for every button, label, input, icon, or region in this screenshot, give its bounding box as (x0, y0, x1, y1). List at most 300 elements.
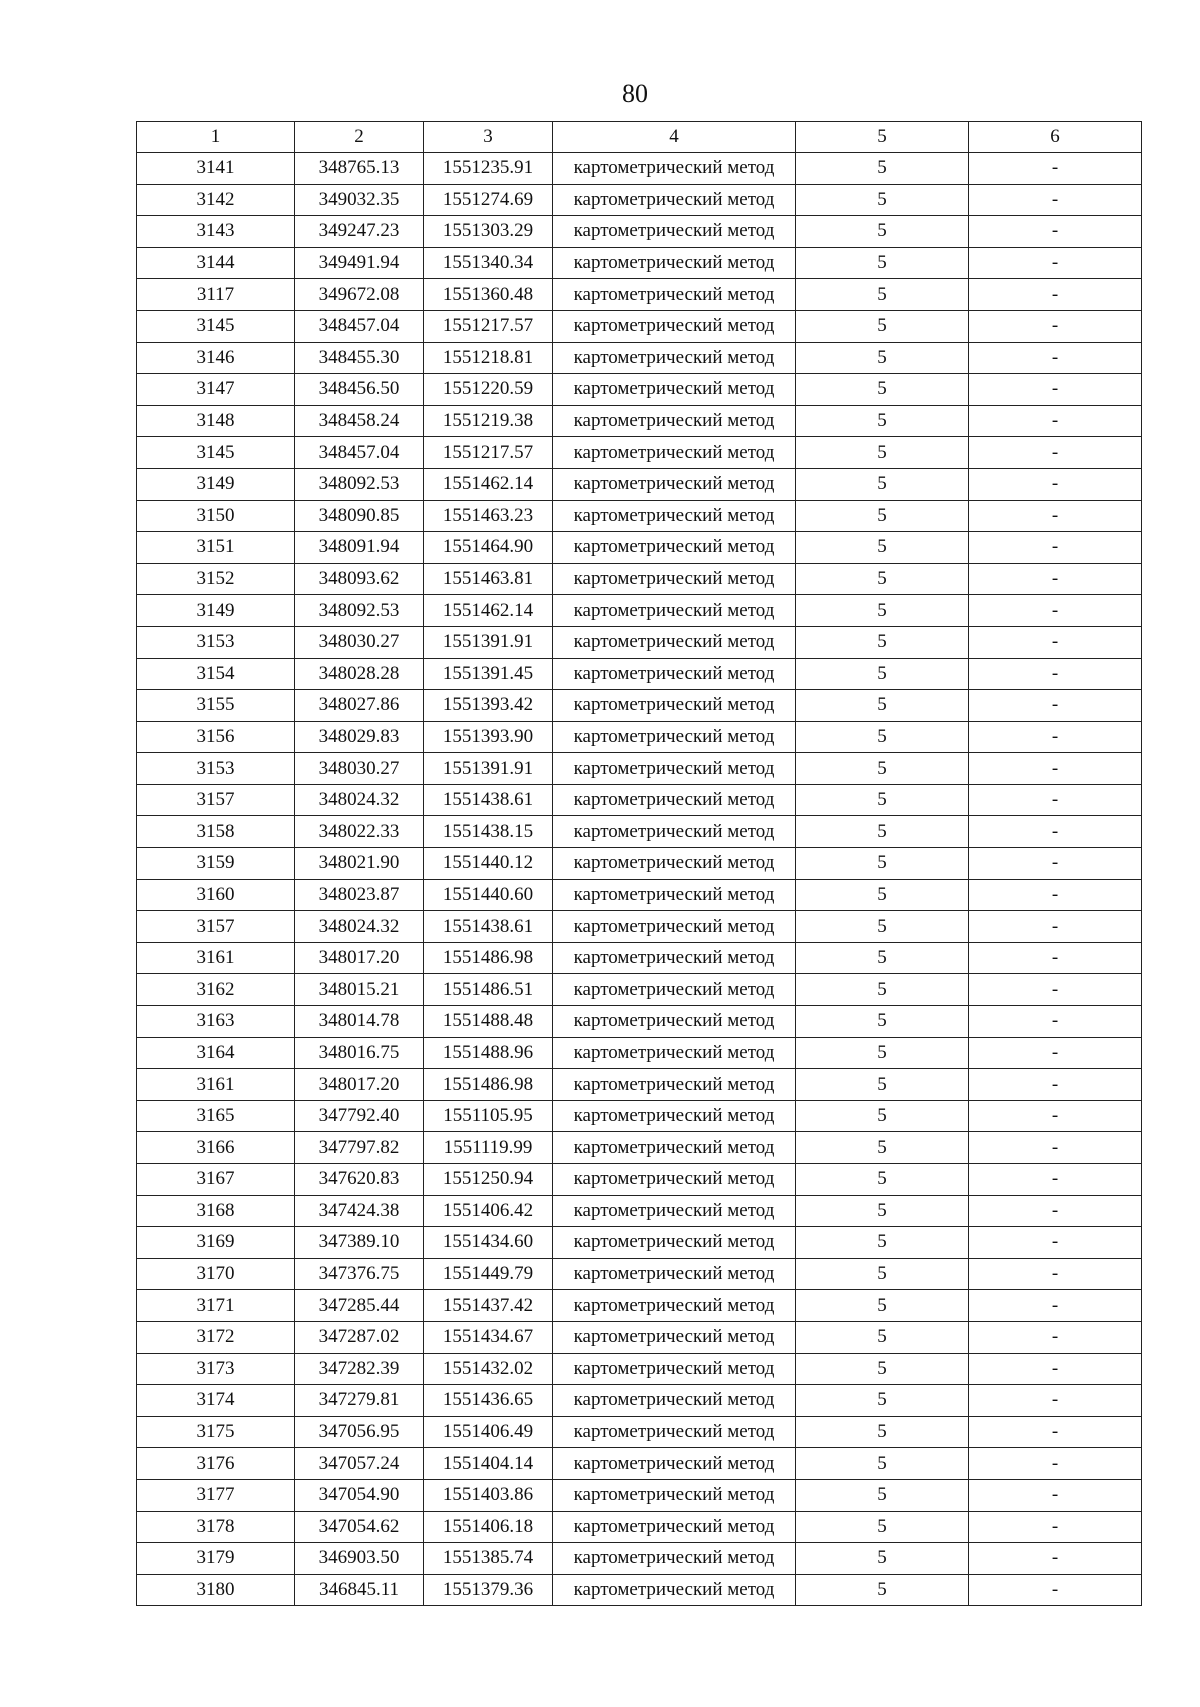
cell-note: - (969, 1511, 1142, 1543)
cell-note: - (969, 500, 1142, 532)
cell-method: картометрический метод (553, 374, 796, 406)
table-row (137, 342, 1142, 374)
cell-method: картометрический метод (553, 342, 796, 374)
cell-method: картометрический метод (553, 1511, 796, 1543)
cell-point-number: 3162 (137, 974, 295, 1006)
cell-x-coordinate: 349491.94 (295, 247, 424, 279)
cell-method: картометрический метод (553, 626, 796, 658)
cell-y-coordinate: 1551462.14 (424, 468, 553, 500)
cell-accuracy: 5 (796, 532, 969, 564)
cell-note: - (969, 1321, 1142, 1353)
cell-y-coordinate: 1551235.91 (424, 153, 553, 185)
cell-point-number: 3173 (137, 1353, 295, 1385)
cell-y-coordinate: 1551379.36 (424, 1574, 553, 1606)
cell-point-number: 3158 (137, 816, 295, 848)
cell-accuracy: 5 (796, 342, 969, 374)
cell-x-coordinate: 348024.32 (295, 911, 424, 943)
cell-y-coordinate: 1551434.67 (424, 1321, 553, 1353)
table-row (137, 848, 1142, 880)
table-row (137, 1132, 1142, 1164)
cell-x-coordinate: 348021.90 (295, 848, 424, 880)
cell-x-coordinate: 349247.23 (295, 216, 424, 248)
cell-y-coordinate: 1551463.23 (424, 500, 553, 532)
cell-note: - (969, 468, 1142, 500)
cell-note: - (969, 1132, 1142, 1164)
cell-method: картометрический метод (553, 879, 796, 911)
cell-accuracy: 5 (796, 974, 969, 1006)
cell-method: картометрический метод (553, 1100, 796, 1132)
table-row (137, 1100, 1142, 1132)
cell-point-number: 3146 (137, 342, 295, 374)
cell-method: картометрический метод (553, 911, 796, 943)
cell-y-coordinate: 1551391.91 (424, 753, 553, 785)
cell-method: картометрический метод (553, 974, 796, 1006)
cell-y-coordinate: 1551385.74 (424, 1543, 553, 1575)
cell-point-number: 3144 (137, 247, 295, 279)
cell-point-number: 3166 (137, 1132, 295, 1164)
cell-x-coordinate: 347424.38 (295, 1195, 424, 1227)
table-row (137, 1037, 1142, 1069)
table-row (137, 784, 1142, 816)
column-header-5: 5 (796, 122, 969, 153)
cell-y-coordinate: 1551393.90 (424, 721, 553, 753)
cell-point-number: 3117 (137, 279, 295, 311)
cell-accuracy: 5 (796, 658, 969, 690)
table-row (137, 1006, 1142, 1038)
cell-point-number: 3143 (137, 216, 295, 248)
table-row (137, 816, 1142, 848)
cell-accuracy: 5 (796, 1006, 969, 1038)
cell-y-coordinate: 1551340.34 (424, 247, 553, 279)
cell-accuracy: 5 (796, 1448, 969, 1480)
cell-y-coordinate: 1551218.81 (424, 342, 553, 374)
cell-accuracy: 5 (796, 1385, 969, 1417)
cell-point-number: 3165 (137, 1100, 295, 1132)
cell-x-coordinate: 348027.86 (295, 690, 424, 722)
table-row (137, 1321, 1142, 1353)
cell-note: - (969, 405, 1142, 437)
table-row (137, 153, 1142, 185)
cell-x-coordinate: 347054.90 (295, 1479, 424, 1511)
table-row (137, 405, 1142, 437)
cell-note: - (969, 1353, 1142, 1385)
cell-accuracy: 5 (796, 879, 969, 911)
cell-note: - (969, 1574, 1142, 1606)
cell-point-number: 3175 (137, 1416, 295, 1448)
cell-point-number: 3152 (137, 563, 295, 595)
cell-note: - (969, 153, 1142, 185)
cell-x-coordinate: 348030.27 (295, 626, 424, 658)
cell-method: картометрический метод (553, 658, 796, 690)
cell-point-number: 3156 (137, 721, 295, 753)
table-row (137, 1290, 1142, 1322)
cell-method: картометрический метод (553, 500, 796, 532)
cell-point-number: 3170 (137, 1258, 295, 1290)
cell-method: картометрический метод (553, 1574, 796, 1606)
cell-note: - (969, 563, 1142, 595)
cell-note: - (969, 1069, 1142, 1101)
table-header (137, 122, 1142, 153)
cell-accuracy: 5 (796, 1321, 969, 1353)
cell-method: картометрический метод (553, 1290, 796, 1322)
cell-note: - (969, 784, 1142, 816)
cell-accuracy: 5 (796, 500, 969, 532)
cell-method: картометрический метод (553, 468, 796, 500)
cell-note: - (969, 374, 1142, 406)
cell-y-coordinate: 1551274.69 (424, 184, 553, 216)
table-row (137, 1416, 1142, 1448)
cell-accuracy: 5 (796, 1574, 969, 1606)
cell-accuracy: 5 (796, 247, 969, 279)
cell-x-coordinate: 348457.04 (295, 310, 424, 342)
cell-note: - (969, 184, 1142, 216)
cell-note: - (969, 342, 1142, 374)
cell-x-coordinate: 348029.83 (295, 721, 424, 753)
cell-point-number: 3148 (137, 405, 295, 437)
cell-note: - (969, 1448, 1142, 1480)
cell-point-number: 3151 (137, 532, 295, 564)
cell-point-number: 3149 (137, 595, 295, 627)
cell-method: картометрический метод (553, 405, 796, 437)
table-row (137, 216, 1142, 248)
table-row (137, 595, 1142, 627)
table-row (137, 184, 1142, 216)
cell-y-coordinate: 1551406.42 (424, 1195, 553, 1227)
table-row (137, 753, 1142, 785)
cell-x-coordinate: 348093.62 (295, 563, 424, 595)
table-row (137, 626, 1142, 658)
table-row (137, 532, 1142, 564)
coordinates-table (136, 121, 1142, 1606)
cell-y-coordinate: 1551250.94 (424, 1164, 553, 1196)
cell-point-number: 3179 (137, 1543, 295, 1575)
cell-accuracy: 5 (796, 216, 969, 248)
cell-x-coordinate: 347620.83 (295, 1164, 424, 1196)
table-row (137, 374, 1142, 406)
cell-method: картометрический метод (553, 532, 796, 564)
cell-point-number: 3164 (137, 1037, 295, 1069)
cell-method: картометрический метод (553, 816, 796, 848)
cell-x-coordinate: 349032.35 (295, 184, 424, 216)
cell-point-number: 3157 (137, 784, 295, 816)
cell-note: - (969, 1385, 1142, 1417)
cell-method: картометрический метод (553, 437, 796, 469)
cell-y-coordinate: 1551217.57 (424, 310, 553, 342)
cell-method: картометрический метод (553, 690, 796, 722)
cell-x-coordinate: 348457.04 (295, 437, 424, 469)
cell-point-number: 3157 (137, 911, 295, 943)
cell-accuracy: 5 (796, 1069, 969, 1101)
cell-x-coordinate: 348028.28 (295, 658, 424, 690)
cell-x-coordinate: 348090.85 (295, 500, 424, 532)
table-row (137, 1511, 1142, 1543)
column-header-3: 3 (424, 122, 553, 153)
cell-accuracy: 5 (796, 279, 969, 311)
cell-x-coordinate: 348030.27 (295, 753, 424, 785)
cell-accuracy: 5 (796, 310, 969, 342)
cell-y-coordinate: 1551486.51 (424, 974, 553, 1006)
cell-method: картометрический метод (553, 1132, 796, 1164)
cell-accuracy: 5 (796, 1290, 969, 1322)
cell-note: - (969, 942, 1142, 974)
cell-x-coordinate: 348023.87 (295, 879, 424, 911)
cell-method: картометрический метод (553, 1543, 796, 1575)
cell-y-coordinate: 1551360.48 (424, 279, 553, 311)
cell-accuracy: 5 (796, 405, 969, 437)
cell-point-number: 3169 (137, 1227, 295, 1259)
cell-y-coordinate: 1551391.45 (424, 658, 553, 690)
cell-x-coordinate: 347279.81 (295, 1385, 424, 1417)
cell-method: картометрический метод (553, 1416, 796, 1448)
cell-method: картометрический метод (553, 310, 796, 342)
table-row (137, 1543, 1142, 1575)
cell-x-coordinate: 347376.75 (295, 1258, 424, 1290)
cell-accuracy: 5 (796, 1353, 969, 1385)
table-row (137, 690, 1142, 722)
cell-note: - (969, 216, 1142, 248)
cell-point-number: 3168 (137, 1195, 295, 1227)
table-row (137, 1448, 1142, 1480)
cell-point-number: 3171 (137, 1290, 295, 1322)
table-row (137, 942, 1142, 974)
cell-note: - (969, 658, 1142, 690)
cell-accuracy: 5 (796, 184, 969, 216)
cell-y-coordinate: 1551462.14 (424, 595, 553, 627)
table-row (137, 721, 1142, 753)
column-header-6: 6 (969, 122, 1142, 153)
cell-accuracy: 5 (796, 1416, 969, 1448)
cell-note: - (969, 1543, 1142, 1575)
cell-accuracy: 5 (796, 1227, 969, 1259)
cell-point-number: 3159 (137, 848, 295, 880)
table-row (137, 500, 1142, 532)
cell-accuracy: 5 (796, 1511, 969, 1543)
cell-method: картометрический метод (553, 153, 796, 185)
cell-y-coordinate: 1551105.95 (424, 1100, 553, 1132)
cell-note: - (969, 1006, 1142, 1038)
cell-method: картометрический метод (553, 1353, 796, 1385)
cell-y-coordinate: 1551486.98 (424, 1069, 553, 1101)
table-row (137, 247, 1142, 279)
cell-accuracy: 5 (796, 1258, 969, 1290)
cell-x-coordinate: 348014.78 (295, 1006, 424, 1038)
cell-point-number: 3160 (137, 879, 295, 911)
cell-point-number: 3155 (137, 690, 295, 722)
cell-method: картометрический метод (553, 595, 796, 627)
cell-note: - (969, 1258, 1142, 1290)
cell-note: - (969, 721, 1142, 753)
cell-accuracy: 5 (796, 563, 969, 595)
cell-accuracy: 5 (796, 1195, 969, 1227)
cell-note: - (969, 1479, 1142, 1511)
cell-x-coordinate: 348456.50 (295, 374, 424, 406)
cell-accuracy: 5 (796, 784, 969, 816)
cell-x-coordinate: 347285.44 (295, 1290, 424, 1322)
table-row (137, 1258, 1142, 1290)
cell-y-coordinate: 1551303.29 (424, 216, 553, 248)
header-row (137, 122, 1142, 153)
cell-method: картометрический метод (553, 848, 796, 880)
cell-x-coordinate: 348024.32 (295, 784, 424, 816)
cell-point-number: 3163 (137, 1006, 295, 1038)
cell-accuracy: 5 (796, 374, 969, 406)
cell-method: картометрический метод (553, 1037, 796, 1069)
cell-y-coordinate: 1551404.14 (424, 1448, 553, 1480)
table-row (137, 310, 1142, 342)
cell-method: картометрический метод (553, 216, 796, 248)
table-row (137, 1353, 1142, 1385)
cell-method: картометрический метод (553, 1006, 796, 1038)
table-row (137, 1195, 1142, 1227)
cell-note: - (969, 532, 1142, 564)
cell-y-coordinate: 1551438.61 (424, 911, 553, 943)
cell-accuracy: 5 (796, 1479, 969, 1511)
cell-y-coordinate: 1551406.18 (424, 1511, 553, 1543)
cell-y-coordinate: 1551449.79 (424, 1258, 553, 1290)
cell-note: - (969, 1100, 1142, 1132)
cell-point-number: 3176 (137, 1448, 295, 1480)
cell-point-number: 3150 (137, 500, 295, 532)
cell-y-coordinate: 1551406.49 (424, 1416, 553, 1448)
cell-y-coordinate: 1551393.42 (424, 690, 553, 722)
cell-note: - (969, 1037, 1142, 1069)
cell-accuracy: 5 (796, 437, 969, 469)
cell-note: - (969, 279, 1142, 311)
cell-y-coordinate: 1551220.59 (424, 374, 553, 406)
cell-point-number: 3180 (137, 1574, 295, 1606)
cell-note: - (969, 753, 1142, 785)
cell-method: картометрический метод (553, 721, 796, 753)
cell-note: - (969, 1164, 1142, 1196)
table-row (137, 1479, 1142, 1511)
cell-y-coordinate: 1551217.57 (424, 437, 553, 469)
table-row (137, 563, 1142, 595)
table-row (137, 974, 1142, 1006)
cell-point-number: 3141 (137, 153, 295, 185)
cell-method: картометрический метод (553, 1385, 796, 1417)
cell-y-coordinate: 1551403.86 (424, 1479, 553, 1511)
cell-y-coordinate: 1551432.02 (424, 1353, 553, 1385)
table-row (137, 911, 1142, 943)
table-row (137, 658, 1142, 690)
cell-point-number: 3174 (137, 1385, 295, 1417)
cell-y-coordinate: 1551438.61 (424, 784, 553, 816)
cell-y-coordinate: 1551391.91 (424, 626, 553, 658)
cell-point-number: 3147 (137, 374, 295, 406)
cell-method: картометрический метод (553, 1069, 796, 1101)
table-row (137, 1385, 1142, 1417)
table-row (137, 437, 1142, 469)
cell-x-coordinate: 348765.13 (295, 153, 424, 185)
cell-method: картометрический метод (553, 1479, 796, 1511)
cell-method: картометрический метод (553, 942, 796, 974)
cell-x-coordinate: 346845.11 (295, 1574, 424, 1606)
cell-note: - (969, 1290, 1142, 1322)
cell-x-coordinate: 347056.95 (295, 1416, 424, 1448)
table-body (137, 153, 1142, 1606)
cell-point-number: 3161 (137, 1069, 295, 1101)
cell-point-number: 3154 (137, 658, 295, 690)
cell-note: - (969, 816, 1142, 848)
table-row (137, 1164, 1142, 1196)
cell-x-coordinate: 348091.94 (295, 532, 424, 564)
cell-point-number: 3161 (137, 942, 295, 974)
cell-accuracy: 5 (796, 753, 969, 785)
cell-method: картометрический метод (553, 1195, 796, 1227)
cell-point-number: 3172 (137, 1321, 295, 1353)
cell-note: - (969, 310, 1142, 342)
cell-point-number: 3149 (137, 468, 295, 500)
cell-note: - (969, 1227, 1142, 1259)
cell-x-coordinate: 347282.39 (295, 1353, 424, 1385)
cell-accuracy: 5 (796, 1100, 969, 1132)
cell-accuracy: 5 (796, 595, 969, 627)
table-row (137, 279, 1142, 311)
cell-x-coordinate: 347792.40 (295, 1100, 424, 1132)
table-row (137, 1069, 1142, 1101)
table-row (137, 1227, 1142, 1259)
cell-x-coordinate: 348022.33 (295, 816, 424, 848)
cell-note: - (969, 1416, 1142, 1448)
cell-x-coordinate: 348017.20 (295, 942, 424, 974)
cell-x-coordinate: 348455.30 (295, 342, 424, 374)
cell-x-coordinate: 346903.50 (295, 1543, 424, 1575)
cell-x-coordinate: 348016.75 (295, 1037, 424, 1069)
cell-x-coordinate: 348017.20 (295, 1069, 424, 1101)
cell-note: - (969, 879, 1142, 911)
cell-y-coordinate: 1551488.48 (424, 1006, 553, 1038)
cell-y-coordinate: 1551440.60 (424, 879, 553, 911)
cell-point-number: 3167 (137, 1164, 295, 1196)
cell-point-number: 3145 (137, 310, 295, 342)
column-header-2: 2 (295, 122, 424, 153)
cell-note: - (969, 595, 1142, 627)
cell-y-coordinate: 1551464.90 (424, 532, 553, 564)
cell-note: - (969, 690, 1142, 722)
cell-accuracy: 5 (796, 690, 969, 722)
cell-note: - (969, 974, 1142, 1006)
cell-y-coordinate: 1551486.98 (424, 942, 553, 974)
cell-accuracy: 5 (796, 816, 969, 848)
cell-method: картометрический метод (553, 247, 796, 279)
cell-x-coordinate: 347389.10 (295, 1227, 424, 1259)
cell-accuracy: 5 (796, 1037, 969, 1069)
cell-y-coordinate: 1551463.81 (424, 563, 553, 595)
column-header-1: 1 (137, 122, 295, 153)
cell-y-coordinate: 1551436.65 (424, 1385, 553, 1417)
cell-y-coordinate: 1551438.15 (424, 816, 553, 848)
cell-y-coordinate: 1551219.38 (424, 405, 553, 437)
cell-accuracy: 5 (796, 1543, 969, 1575)
cell-x-coordinate: 348458.24 (295, 405, 424, 437)
cell-note: - (969, 1195, 1142, 1227)
cell-x-coordinate: 348092.53 (295, 468, 424, 500)
cell-accuracy: 5 (796, 942, 969, 974)
cell-point-number: 3153 (137, 626, 295, 658)
cell-point-number: 3145 (137, 437, 295, 469)
cell-note: - (969, 247, 1142, 279)
cell-point-number: 3177 (137, 1479, 295, 1511)
cell-point-number: 3153 (137, 753, 295, 785)
cell-method: картометрический метод (553, 1227, 796, 1259)
cell-method: картометрический метод (553, 1321, 796, 1353)
column-header-4: 4 (553, 122, 796, 153)
cell-y-coordinate: 1551488.96 (424, 1037, 553, 1069)
cell-accuracy: 5 (796, 153, 969, 185)
page-number: 80 (622, 79, 648, 108)
cell-x-coordinate: 347287.02 (295, 1321, 424, 1353)
cell-method: картометрический метод (553, 753, 796, 785)
